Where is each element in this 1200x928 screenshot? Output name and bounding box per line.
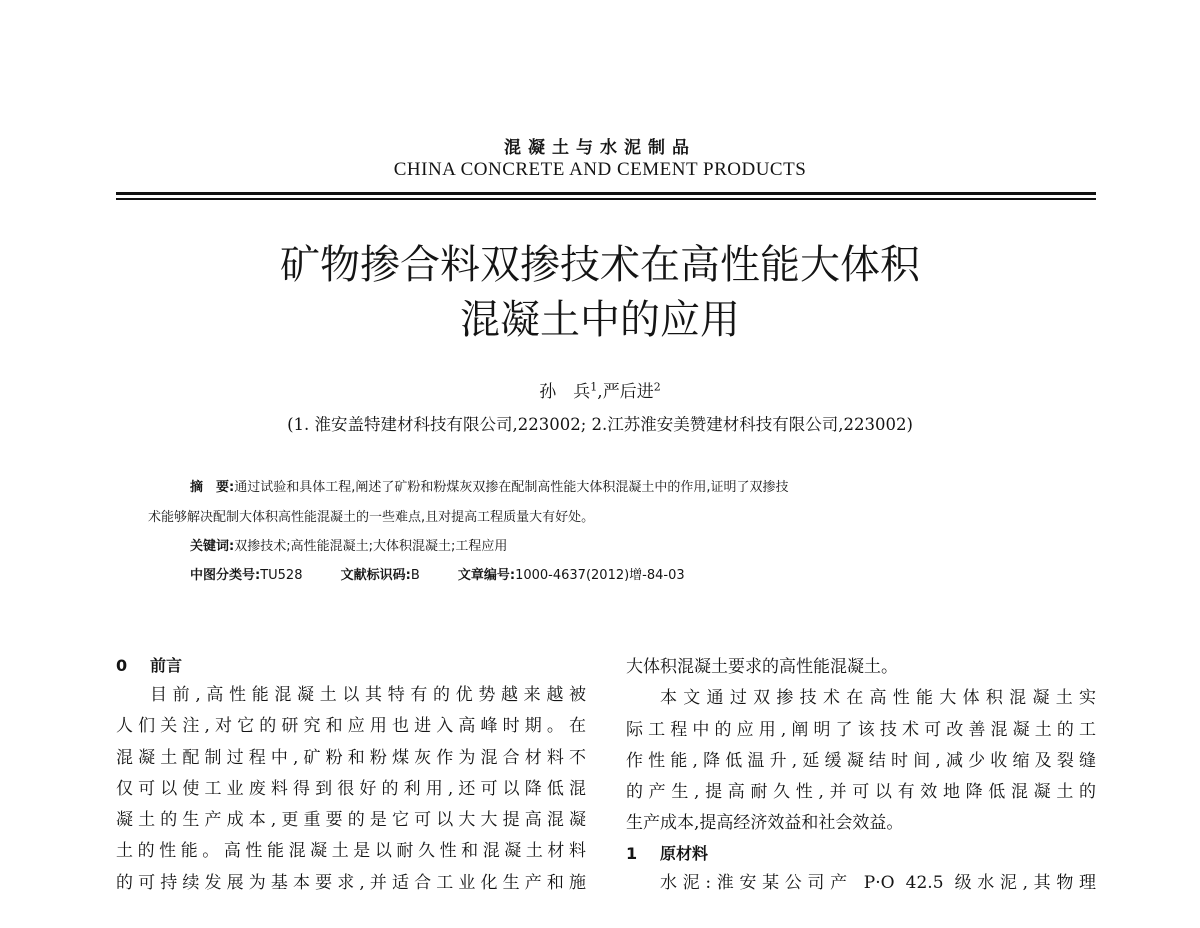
- article-number-label: 文章编号:: [457, 568, 516, 583]
- section-0-number: 0: [116, 656, 128, 675]
- paragraph-line: 人们关注,对它的研究和应用也进入高峰时期。在: [116, 716, 586, 737]
- paragraph-line: 混凝土配制过程中,矿粉和粉煤灰作为混合材料不: [116, 747, 586, 768]
- clc-value: TU528: [260, 568, 303, 583]
- keywords-label: 关键词:: [190, 539, 235, 554]
- author-separator: ,: [597, 382, 603, 402]
- author-2-affil-mark: 2: [653, 380, 661, 394]
- paragraph-line: 际工程中的应用,阐明了该技术可改善混凝土的工: [626, 719, 1096, 740]
- section-1-heading: [626, 840, 1096, 868]
- section-1-title: 原材料: [660, 843, 709, 863]
- paragraph-line: 凝土的生产成本,更重要的是它可以大大提高混凝: [116, 810, 586, 831]
- author-2-name: 严后进: [602, 382, 654, 402]
- abstract-text-1: 通过试验和具体工程,阐述了矿粉和粉煤灰双掺在配制高性能大体积混凝土中的作用,证明了双掺技: [234, 480, 789, 495]
- paragraph-line: 水泥:淮安某公司产 P·O 42.5 级水泥,其物理: [660, 872, 1096, 893]
- article-title-line1: 矿物掺合料双掺技术在高性能大体积: [280, 242, 920, 288]
- author-1-affil-mark: 1: [590, 380, 598, 394]
- paragraph-line: 本文通过双掺技术在高性能大体积混凝土实: [660, 688, 1096, 709]
- paragraph-line: 大体积混凝土要求的高性能混凝土。: [626, 657, 898, 677]
- classification-row: [190, 564, 685, 583]
- paragraph-line: 土的性能。高性能混凝土是以耐久性和混凝土材料: [116, 841, 586, 862]
- body-column-left: [116, 652, 586, 899]
- abstract-line1: [190, 476, 788, 495]
- article-number-value: 1000-4637(2012)增-84-03: [515, 568, 685, 583]
- affiliations: (1. 淮安盖特建材科技有限公司,223002; 2.江苏淮安美赞建材科技有限公司,223002): [287, 415, 913, 434]
- doc-code-value: B: [410, 568, 420, 583]
- clc-label: 中图分类号:: [190, 568, 261, 583]
- abstract-line2: 术能够解决配制大体积高性能混凝土的一些难点,且对提高工程质量大有好处。: [148, 510, 595, 525]
- body-column-right: [626, 652, 1096, 899]
- section-1-number: 1: [626, 843, 638, 863]
- keywords-text: 双掺技术;高性能混凝土;大体积混凝土;工程应用: [234, 539, 508, 554]
- section-0-heading: [116, 652, 586, 680]
- paragraph-line: 的产生,提高耐久性,并可以有效地降低混凝土的: [626, 782, 1096, 803]
- paragraph-line: 目前,高性能混凝土以其特有的优势越来越被: [150, 685, 586, 705]
- journal-name-en: CHINA CONCRETE AND CEMENT PRODUCTS: [393, 159, 807, 180]
- paragraph-line: 生产成本,提高经济效益和社会效益。: [626, 813, 904, 834]
- article-title-line2: 混凝土中的应用: [460, 297, 740, 343]
- paragraph-line: 作性能,降低温升,延缓凝结时间,减少收缩及裂缝: [626, 750, 1096, 771]
- doc-code-label: 文献标识码:: [340, 568, 411, 583]
- paragraph-line: 的可持续发展为基本要求,并适合工业化生产和施: [116, 872, 586, 893]
- header-rule-thick: [116, 192, 1096, 195]
- journal-name-cn: 混凝土与水泥制品: [504, 138, 696, 158]
- author-1-name: 孙 兵: [539, 382, 591, 402]
- paragraph-line: 仅可以使工业废料得到很好的利用,还可以降低混: [116, 778, 586, 799]
- section-0-title: 前言: [150, 656, 183, 675]
- header-rule-thin: [116, 198, 1096, 200]
- abstract-label: 摘 要:: [190, 480, 235, 495]
- author-list: [0, 377, 1200, 402]
- keywords: [190, 535, 507, 554]
